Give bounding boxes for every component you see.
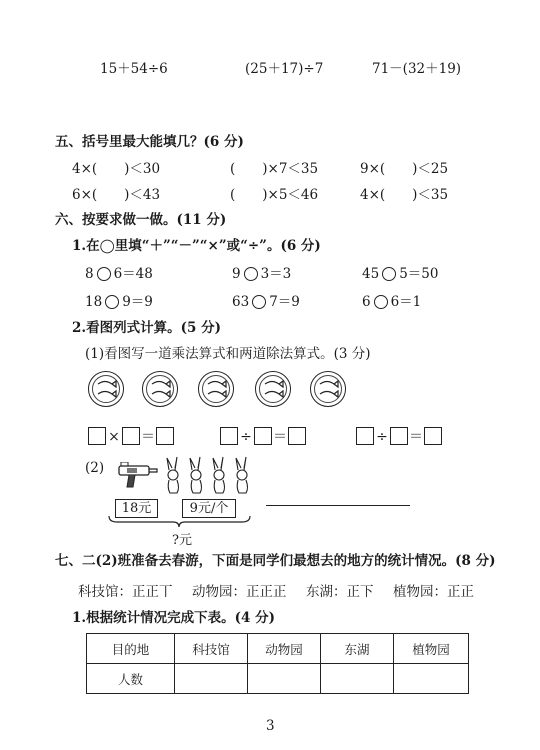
tally-item: 植物园：正正 (393, 584, 474, 600)
tally-item: 科技馆：正正丅 (78, 584, 173, 600)
section6-title: 六、按要求做一做。(11 分) (55, 212, 227, 228)
answer-box[interactable] (424, 427, 442, 445)
s6-q2-part1: (1)看图写一道乘法算式和两道除法算式。(3 分) (85, 346, 371, 362)
answer-box[interactable] (356, 427, 374, 445)
table-answer-cell[interactable] (394, 664, 469, 694)
op-item: 8 6＝48 (85, 266, 153, 282)
op-item: 63 7＝9 (232, 294, 300, 310)
s5-item: ( )×7＜35 (230, 161, 319, 177)
fish-plate-icon (88, 371, 124, 407)
s5-item: 9×( )＜25 (360, 161, 449, 177)
tally-item: 动物园：正正正 (192, 584, 287, 600)
fish-plate-icon (198, 371, 234, 407)
answer-box[interactable] (156, 427, 174, 445)
op-circle[interactable] (374, 295, 388, 309)
answer-box[interactable] (220, 427, 238, 445)
s6-q1-title: 1.在◯里填“＋”“－”“×”或“÷”。(6 分) (72, 238, 321, 254)
equation-div-1: ÷ ＝ (220, 426, 306, 446)
op-item: 9 3＝3 (232, 266, 292, 282)
op-circle[interactable] (244, 267, 258, 281)
price-tag-gun: 18元 (115, 499, 158, 518)
expr-2: (25＋17)÷7 (245, 61, 324, 77)
fish-plate-icon (310, 371, 346, 407)
table-row-label: 人数 (87, 664, 175, 694)
table-answer-cell[interactable] (175, 664, 248, 694)
op-item: 6 6＝1 (362, 294, 422, 310)
table-header-cell: 目的地 (87, 634, 175, 664)
section5-title: 五、括号里最大能填几？(6 分) (55, 134, 244, 150)
table-answer-cell[interactable] (321, 664, 394, 694)
op-circle[interactable] (105, 295, 119, 309)
table-header-row (87, 634, 469, 664)
s7-q1-title: 1.根据统计情况完成下表。(4 分) (72, 610, 275, 626)
section7-title: 七、二(2)班准备去春游，下面是同学们最想去的地方的统计情况。(8 分) (55, 553, 496, 569)
op-item: 45 5＝50 (362, 266, 439, 282)
answer-box[interactable] (88, 427, 106, 445)
answer-box[interactable] (254, 427, 272, 445)
s5-item: 4×( )＜30 (72, 161, 161, 177)
op-circle[interactable] (252, 295, 266, 309)
fish-plate-icon (255, 371, 291, 407)
rabbit-toys-icon (163, 456, 255, 496)
s6-q2-title: 2.看图列式计算。(5 分) (72, 320, 221, 336)
s6-q2-part2-label: (2) (85, 460, 105, 476)
price-tag-rabbit: 9元/个 (182, 499, 236, 518)
answer-box[interactable] (288, 427, 306, 445)
equation-mult: × ＝ (88, 426, 174, 446)
fish-plate-icon (142, 371, 178, 407)
table-header-cell: 东湖 (321, 634, 394, 664)
op-item: 18 9＝9 (85, 294, 153, 310)
equation-div-2: ÷ ＝ (356, 426, 442, 446)
answer-box[interactable] (390, 427, 408, 445)
table-header-cell: 植物园 (394, 634, 469, 664)
tally-item: 东湖：正下 (306, 584, 374, 600)
table-header-cell: 动物园 (248, 634, 321, 664)
s5-item: 6×( )＜43 (72, 187, 161, 203)
expr-1: 15＋54÷6 (100, 61, 168, 77)
page-number: 3 (266, 718, 275, 734)
answer-box[interactable] (122, 427, 140, 445)
op-circle[interactable] (382, 267, 396, 281)
table-answer-cell[interactable] (248, 664, 321, 694)
s5-item: 4×( )＜35 (360, 187, 449, 203)
statistics-table (86, 633, 469, 694)
answer-line[interactable] (266, 505, 410, 506)
total-brace (107, 514, 252, 528)
question-total: ?元 (172, 533, 192, 548)
water-gun-icon (115, 462, 160, 490)
table-header-cell: 科技馆 (175, 634, 248, 664)
op-circle[interactable] (97, 267, 111, 281)
expr-3: 71－(32＋19) (372, 61, 462, 77)
s5-item: ( )×5＜46 (230, 187, 319, 203)
table-row (87, 664, 469, 694)
